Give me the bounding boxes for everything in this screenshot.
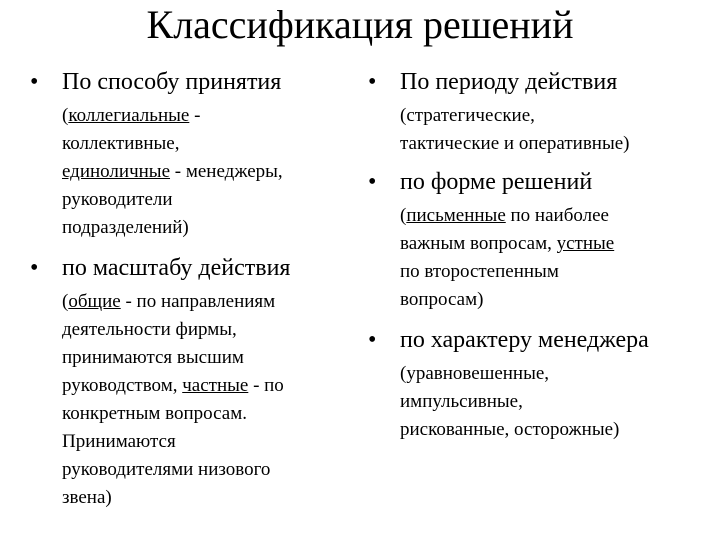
text-fragment: (уравновешенные,	[400, 363, 550, 384]
desc-line	[62, 344, 350, 372]
text-fragment: руководители	[62, 189, 173, 210]
item-heading	[30, 254, 350, 282]
desc-line	[62, 288, 350, 316]
desc-line	[62, 186, 350, 214]
text-fragment: вопросам)	[400, 289, 484, 310]
slide-title: Классификация решений	[146, 2, 574, 47]
bullet-icon: •	[30, 69, 39, 95]
desc-line	[62, 316, 350, 344]
underlined-term: устные	[556, 233, 615, 254]
text-fragment: по наиболее	[505, 205, 609, 226]
classification-item-form	[368, 168, 708, 314]
desc-line	[400, 388, 708, 416]
bullet-icon: •	[368, 69, 377, 95]
bullet-icon: •	[30, 255, 39, 281]
item-description	[368, 360, 708, 444]
item-description	[368, 202, 708, 314]
right-column	[368, 68, 708, 444]
desc-line	[62, 400, 350, 428]
item-heading	[368, 68, 708, 96]
text-fragment: - по	[248, 375, 284, 396]
text-fragment: импульсивные,	[400, 391, 523, 412]
desc-line	[400, 416, 708, 444]
text-fragment: - менеджеры,	[170, 161, 283, 182]
text-fragment: конкретным вопросам.	[62, 403, 247, 424]
text-fragment: принимаются высшим	[62, 347, 244, 368]
desc-line	[400, 130, 708, 158]
heading-text: по масштабу действия	[62, 255, 291, 281]
desc-line	[400, 202, 708, 230]
desc-line	[400, 258, 708, 286]
item-heading	[30, 68, 350, 96]
heading-text: По способу принятия	[62, 69, 282, 95]
heading-text: по форме решений	[400, 169, 593, 195]
text-fragment: важным вопросам,	[400, 233, 557, 254]
text-fragment: (	[62, 105, 69, 126]
bullet-icon: •	[368, 169, 377, 195]
item-heading	[368, 326, 708, 354]
text-fragment: звена)	[62, 487, 112, 508]
text-fragment: деятельности фирмы,	[62, 319, 237, 340]
text-fragment: по второстепенным	[400, 261, 559, 282]
underlined-term: коллегиальные	[68, 105, 190, 126]
underlined-term: общие	[68, 291, 121, 312]
desc-line	[62, 456, 350, 484]
desc-line	[62, 130, 350, 158]
desc-line	[62, 372, 350, 400]
left-column	[30, 68, 350, 512]
desc-line	[62, 158, 350, 186]
item-heading	[368, 168, 708, 196]
item-description	[368, 102, 708, 158]
text-fragment: подразделений)	[62, 217, 189, 238]
item-description	[30, 288, 350, 512]
text-fragment: рискованные, осторожные)	[400, 419, 620, 440]
text-fragment: руководителями низового	[62, 459, 271, 480]
classification-item-scale	[30, 254, 350, 512]
text-fragment: тактические и оперативные)	[400, 133, 630, 154]
text-fragment: руководством,	[62, 375, 183, 396]
desc-line	[400, 360, 708, 388]
item-description	[30, 102, 350, 242]
text-fragment: (стратегические,	[400, 105, 535, 126]
text-fragment: Принимаются	[62, 431, 176, 452]
desc-line	[62, 214, 350, 242]
text-fragment: - по направлениям	[120, 291, 276, 312]
desc-line	[62, 428, 350, 456]
classification-item-method	[30, 68, 350, 242]
underlined-term: единоличные	[62, 161, 171, 182]
desc-line	[62, 484, 350, 512]
heading-text: По периоду действия	[400, 69, 618, 95]
classification-item-manager-character	[368, 326, 708, 444]
heading-text: по характеру менеджера	[400, 327, 649, 353]
desc-line	[400, 286, 708, 314]
text-fragment: -	[189, 105, 201, 126]
underlined-term: письменные	[406, 205, 506, 226]
text-fragment: (	[62, 291, 69, 312]
desc-line	[400, 230, 708, 258]
bullet-icon: •	[368, 327, 377, 353]
text-fragment: коллективные,	[62, 133, 180, 154]
classification-item-period	[368, 68, 708, 158]
text-fragment: (	[400, 205, 407, 226]
desc-line	[400, 102, 708, 130]
desc-line	[62, 102, 350, 130]
underlined-term: частные	[182, 375, 249, 396]
